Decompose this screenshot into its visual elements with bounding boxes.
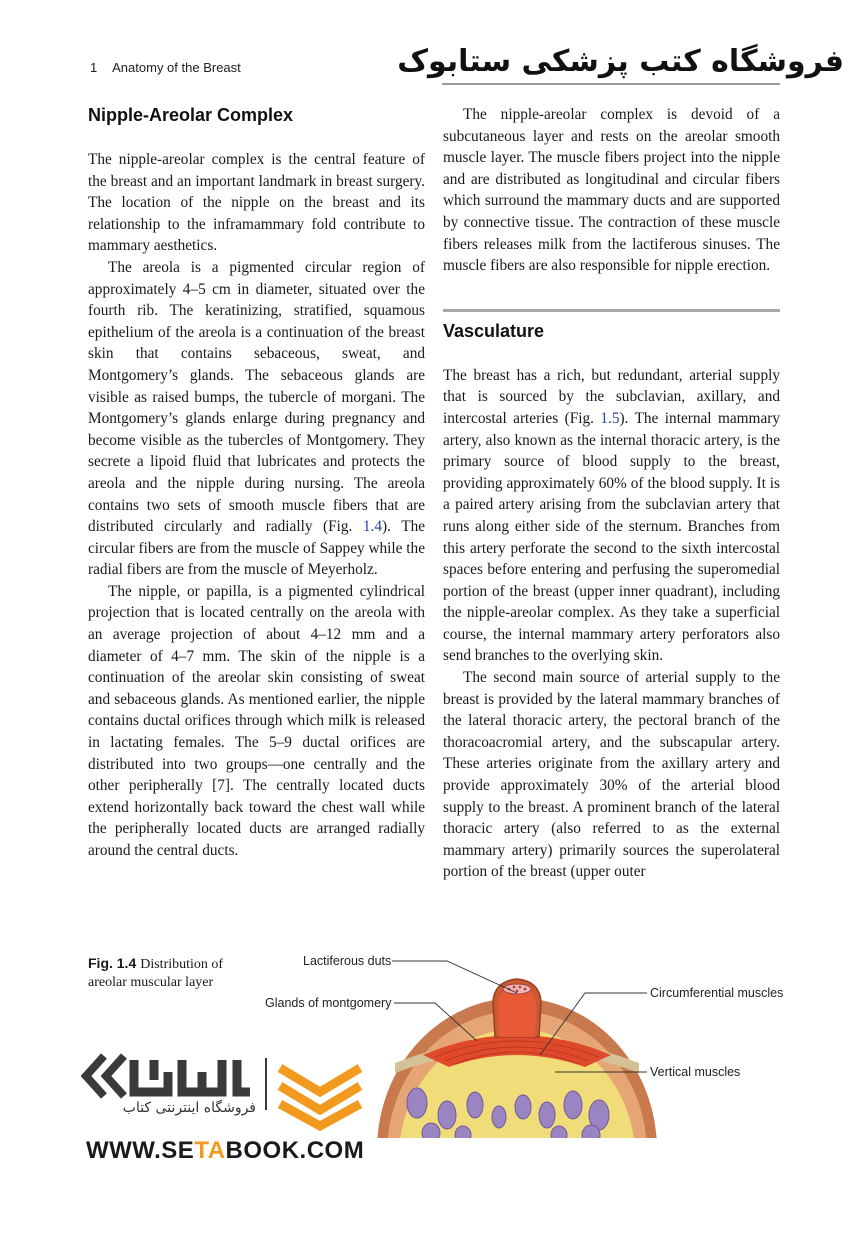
- paragraph: The second main source of arterial supply to the breast is provided by the lateral mammary branches of the lateral thoracic artery, the pectoral branch of the thoracoacromial artery, and the subscapular artery. These arteries originate from the axillary artery and provide approximately 30% of the arterial blood supply to the breast. A prominent branch of the lateral thoracic artery (also referred to as the external mammary artery) primarily sources the superolateral portion of the breast (upper outer: [443, 669, 780, 881]
- logo-subtitle: فروشگاه اینترنتی کتاب: [122, 1100, 256, 1116]
- label-vertical-muscles: Vertical muscles: [650, 1065, 741, 1079]
- paragraph: The nipple-areolar complex is devoid of a subcutaneous layer and rests on the areolar smooth muscle layer. The muscle fibers project into the nipple and are distributed as longitudinal and circular fibers which surround the mammary ducts and are supported by connective tissue. The contraction of these muscle fibers releases milk from the lactiferous sinuses. The muscle fibers are also responsible for nipple erection.: [443, 106, 780, 275]
- figure-caption-label: Fig. 1.4: [88, 955, 137, 971]
- running-title: Anatomy of the Breast: [112, 60, 241, 75]
- paragraph: [88, 257, 425, 581]
- paragraph: The nipple-areolar complex is the central feature of the breast and an important landmark in breast surgery. The location of the nipple on the breast and its relationship to the inframammary fold contribute to mammary aesthetics.: [88, 151, 425, 255]
- url-suffix: BOOK.COM: [225, 1137, 365, 1164]
- wordmark: [134, 1060, 250, 1092]
- figure-reference-link[interactable]: 1.4: [362, 518, 383, 536]
- paragraph-text: The breast has a rich, but redundant, arterial supply that is sourced by the subclavian, axillary, and intercostal arteries (Fig.: [443, 366, 780, 427]
- label-lactiferous-ducts: Lactiferous duts: [303, 954, 392, 968]
- figure-caption: [88, 954, 258, 992]
- url-prefix: WWW.SE: [86, 1137, 195, 1164]
- url-accent: TA: [194, 1137, 226, 1164]
- paragraph-text: ). The circular fibers are from the muscle of Sappey while the radial fibers are from the muscle of Meyerholz.: [88, 518, 426, 579]
- running-head: [90, 60, 241, 75]
- paragraph-text: The areola is a pigmented circular region of approximately 4–5 cm in diameter, situated over the fourth rib. The keratinizing, stratified, squamous epithelium of the areola is a continuation of the breast skin that contains sebaceous, sweat, and Montgomery’s glands. The sebaceous glands are visible as raised bumps, the tubercle of morgani. The Montgomery’s glands enlarge during pregnancy and become visible as the tubercles of Montgomery. They secrete a lipoid fluid that lubricates and protects the areola and the nipple during nursing. The areola contains two sets of smooth muscle fibers that are distributed circularly and radially (Fig.: [88, 258, 425, 536]
- paragraph-text: ). The internal mammary artery, also known as the internal thoracic artery, is the primary source of blood supply to the breast, providing approximately 60% of the blood supply. It is a paired artery arising from the subclavian artery that runs along either side of the sternum. Branches from this artery perforate the second to the sixth intercostal spaces before entering and perfusing the superomedial portion of the breast (upper inner quadrant), including the nipple-areolar complex. As they take a superficial course, the internal mammary artery perforators also send branches to the overlying skin.: [443, 409, 780, 665]
- heading-nipple-areolar: Nipple-Areolar Complex: [88, 105, 294, 125]
- logo-url: [86, 1137, 364, 1165]
- right-column: [443, 104, 780, 883]
- figure-caption-text: Distribution of areolar muscular layer: [88, 957, 224, 990]
- paragraph: [443, 365, 780, 667]
- page-number: 1: [90, 60, 98, 75]
- figure-reference-link[interactable]: 1.5: [600, 409, 620, 427]
- store-banner: فروشگاه کتب پزشکی ستابوک: [397, 44, 844, 79]
- left-column: [88, 104, 425, 862]
- chevron-left-icon: [106, 1056, 124, 1096]
- section-divider: [443, 309, 780, 312]
- paragraph: The nipple, or papilla, is a pigmented cylindrical projection that is located centrally on the areola with an average projection of about 4–12 mm and a diameter of 4–7 mm. The skin of the nipple is a continuation of the areolar skin consisting of sweat and sebaceous glands. As mentioned earlier, the nipple contains ductal orifices through which milk is released in lactating females. The 5–9 ductal orifices are distributed into two groups—one centrally and the other peripherally [7]. The centrally located ducts extend horizontally back toward the chest wall while the peripherally located ducts are arranged radially around the central ducts.: [88, 582, 425, 859]
- heading-vasculature: Vasculature: [443, 320, 545, 341]
- label-glands-montgomery: Glands of montgomery: [265, 996, 392, 1010]
- label-circumferential-muscles: Circumferential muscles: [650, 986, 784, 1000]
- header-rule: [442, 83, 780, 85]
